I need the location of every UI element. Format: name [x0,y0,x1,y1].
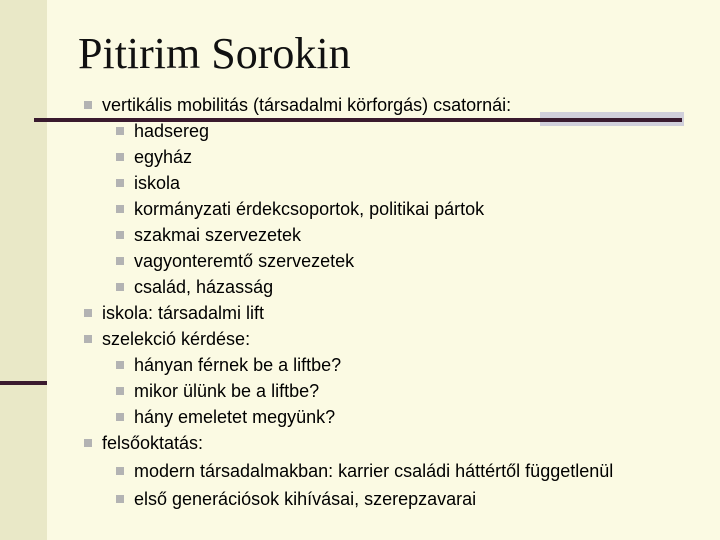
bullet-text: szakmai szervezetek [134,225,302,245]
square-bullet-icon [84,439,92,447]
square-bullet-icon [116,231,124,239]
bullet-text: hányan férnek be a liftbe? [134,355,342,375]
bullet-text: iskola [134,173,181,193]
sub-bullet-item [116,486,476,512]
sub-bullet-item [116,196,484,222]
bullet-text: kormányzati érdekcsoportok, politikai pártok [134,199,485,219]
sub-bullet-item [116,352,341,378]
bullet-item [84,92,511,118]
square-bullet-icon [116,413,124,421]
sub-bullet-item [116,274,273,300]
bullet-text: első generációsok kihívásai, szerepzavarai [134,489,477,509]
square-bullet-icon [84,101,92,109]
square-bullet-icon [84,335,92,343]
square-bullet-icon [116,361,124,369]
bullet-text: mikor ülünk be a liftbe? [134,381,320,401]
square-bullet-icon [116,153,124,161]
square-bullet-icon [116,127,124,135]
square-bullet-icon [116,257,124,265]
bullet-text: modern társadalmakban: karrier családi háttértől függetlenül [134,461,614,481]
sub-bullet-item [116,378,319,404]
square-bullet-icon [116,387,124,395]
bullet-item [84,326,250,352]
bullet-text: vagyonteremtő szervezetek [134,251,355,271]
bullet-text: hadsereg [134,121,210,141]
sub-bullet-item [116,118,209,144]
square-bullet-icon [116,205,124,213]
bullet-text: iskola: társadalmi lift [102,303,265,323]
bullet-text: egyház [134,147,193,167]
bullet-text: felsőoktatás: [102,433,204,453]
sub-bullet-item [116,404,335,430]
bullet-item [84,300,264,326]
square-bullet-icon [84,309,92,317]
square-bullet-icon [116,467,124,475]
bullet-item [84,430,203,456]
bullet-text: szelekció kérdése: [102,329,251,349]
sub-bullet-item [116,144,192,170]
bullet-text: vertikális mobilitás (társadalmi körforgás) csatornái: [102,95,512,115]
sub-bullet-item [116,458,613,484]
left-decorative-band [0,0,47,540]
slide-title: Pitirim Sorokin [78,29,351,78]
sub-bullet-item [116,248,354,274]
square-bullet-icon [116,179,124,187]
bullet-text: család, házasság [134,277,274,297]
square-bullet-icon [116,283,124,291]
sub-bullet-item [116,170,180,196]
square-bullet-icon [116,495,124,503]
bullet-text: hány emeletet megyünk? [134,407,336,427]
left-band-rule [0,381,47,385]
sub-bullet-item [116,222,301,248]
